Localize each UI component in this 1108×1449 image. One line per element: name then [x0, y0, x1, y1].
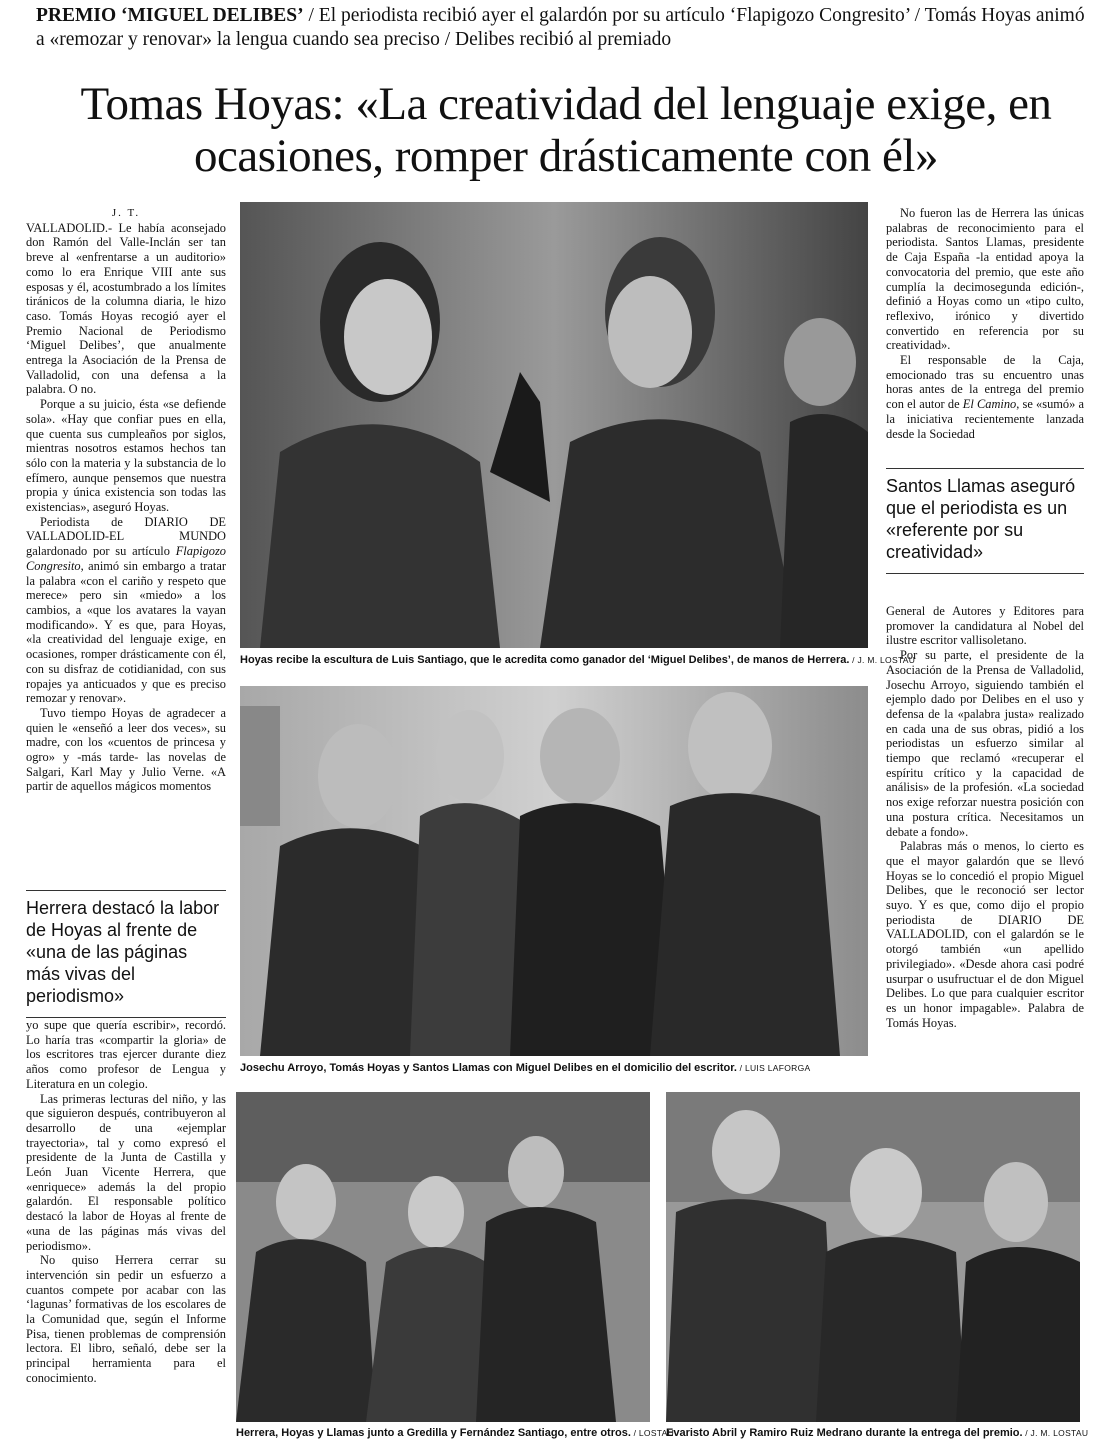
caption-text: Hoyas recibe la escultura de Luis Santiago, que le acredita como ganador del ‘Miguel Delibes’, de manos de Herrera.	[240, 654, 850, 666]
photo-delibes-home	[240, 686, 868, 1056]
photo-credit: / LOSTAU	[630, 1428, 675, 1438]
paragraph	[886, 353, 1084, 441]
paragraph: Porque a su juicio, ésta «se defiende sola». «Hay que confiar pues en ella, que cuenta sus cumpleaños por siglos, mientras nosotros estamos hechos tan sólo con la materia y la substancia de lo efímero, aunque pensemos que nuestra propia y única existencia son todas las existencias», aseguró Hoyas.	[26, 397, 226, 515]
photo-1-caption	[240, 654, 915, 667]
photo-credit: / J. M. LOSTAU	[849, 655, 916, 665]
paragraph-text: Periodista de DIARIO DE VALLADOLID-EL MUNDO galardonado por su artículo	[26, 514, 226, 559]
paragraph: Palabras más o menos, lo cierto es que el mayor galardón que se llevó Hoyas se lo concedió el propio Miguel Delibes, que le reconoció ser lector suyo. Y es que, como dijo el propio periodista de DIARIO DE VALLADOLID, con el galardón se le otorgó también «un apellido privilegiado». «Desde ahora casi podré usurpar o usufructuar el de don Miguel Delibes. Lo que para cualquier escritor es un honor impagable». Palabra de Tomás Hoyas.	[886, 839, 1084, 1030]
photo-ceremony-audience-image	[666, 1092, 1080, 1422]
paragraph: No quiso Herrera cerrar su intervención sin pedir un esfuerzo a cuantos compete por acabar con las ‘lagunas’ formativas de los escolares de la Comunidad que, según el Informe Pisa, tienen problemas de comprensión lectora. El libro, señaló, debe ser la principal herramienta para el conocimiento.	[26, 1253, 226, 1385]
kicker-text: / El periodista recibió ayer el galardón por su artículo ‘Flapigozo Congresito’ / Tomás Hoyas animó a «remozar y renovar» la lengua cuando sea preciso / Delibes recibió al premiado	[36, 5, 1085, 50]
paragraph-text: , se «sumó» a la iniciativa recientemente lanzada desde la Sociedad	[886, 397, 1084, 441]
column-3-top	[886, 206, 1084, 441]
photo-ceremony-audience	[666, 1092, 1080, 1422]
article-title: Flapigozo Congresito	[26, 544, 226, 573]
photo-3-caption	[236, 1427, 674, 1440]
paragraph: VALLADOLID.- Le había aconsejado don Ramón del Valle-Inclán ser tan breve al «enfrentarse a un auditorio» como lo era Enrique VIII ante sus esposas y él, acostumbrado a los límites tiránicos de la columna diaria, le hizo caso. Tomás Hoyas recogió ayer el Premio Nacional de Periodismo ‘Miguel Delibes’, que anualmente entrega la Asociación de la Prensa de Valladolid, con una defensa a la palabra. O no.	[26, 220, 226, 397]
paragraph: Por su parte, el presidente de la Asociación de la Prensa de Valladolid, Josechu Arroyo, siguiendo también el ejemplo dado por Delibes en el uso y defensa de la «palabra justa» realizado en cada una de sus obras, pidió a los periodistas un esfuerzo similar al tiempo que reclamó «recuperar el espíritu crítico y la capacidad de análisis» de la profesión. «La sociedad nos exige reforzar nuestra posición con una postura crítica. Necesitamos un debate a fondo».	[886, 648, 1084, 839]
byline: J. T.	[111, 207, 141, 219]
paragraph-text: , animó sin embargo a tratar la palabra «con el cariño y respeto que merece» pero sin «miedo» a los cambios, a «que los avatares la vayan modificando». Y es que, para Hoyas, «la creatividad del lenguaje exige, en ocasiones, romper drásticamente con él, con su disfraz de cotidianidad, con sus ropajes ya anticuados y que es preciso remozar y renovar».	[26, 558, 226, 706]
photo-4-caption	[666, 1427, 1088, 1440]
photo-award-handover	[240, 202, 868, 648]
photo-2-caption	[240, 1062, 810, 1075]
column-3-bottom	[886, 604, 1084, 1030]
kicker-label: PREMIO ‘MIGUEL DELIBES’	[36, 5, 304, 26]
kicker	[36, 4, 1096, 52]
caption-text: Evaristo Abril y Ramiro Ruiz Medrano durante la entrega del premio.	[666, 1427, 1023, 1439]
photo-award-handover-image	[240, 202, 868, 648]
paragraph-text: El responsable de la Caja, emocionado tras su encuentro unas horas antes de la entrega del premio con el autor de	[886, 353, 1084, 412]
paragraph	[26, 515, 226, 706]
book-title: El Camino	[962, 397, 1017, 412]
photo-guests-group-image	[236, 1092, 650, 1422]
photo-guests-group	[236, 1092, 650, 1422]
paragraph: Tuvo tiempo Hoyas de agradecer a quien le «enseñó a leer dos veces», su madre, con los «cuentos de princesa y ogro» y -más tarde- las novelas de Salgari, Karl May y Julio Verne. «A partir de aquellos mágicos momentos	[26, 705, 226, 794]
caption-text: Herrera, Hoyas y Llamas junto a Gredilla y Fernández Santiago, entre otros.	[236, 1427, 631, 1439]
column-1-top	[26, 206, 226, 794]
photo-delibes-home-image	[240, 686, 868, 1056]
paragraph: Las primeras lecturas del niño, y las que siguieron después, contribuyeron al desarrollo de una «ejemplar trayectoria», tal y como expresó el presidente de la Junta de Castilla y León Juan Vicente Herrera, que «enriquece» además la del propio galardón. El responsable político destacó la labor de Hoyas al frente de «una de las páginas más vivas del periodismo».	[26, 1091, 226, 1253]
caption-text: Josechu Arroyo, Tomás Hoyas y Santos Llamas con Miguel Delibes en el domicilio del escritor.	[240, 1062, 737, 1074]
paragraph: yo supe que quería escribir», recordó. Lo haría tras «compartir la gloria» de los escritores tras ejercer durante diez años como profesor de Lengua y Literatura en un colegio.	[26, 1018, 226, 1091]
photo-credit: / J. M. LOSTAU	[1022, 1428, 1089, 1438]
pull-quote-herrera: Herrera destacó la labor de Hoyas al frente de «una de las páginas más vivas del periodismo»	[26, 890, 226, 1018]
paragraph: No fueron las de Herrera las únicas palabras de reconocimiento para el periodista. Santos Llamas, presidente de Caja España -la entidad apoya la convocatoria del premio, que este año cumplía la decimosegunda edición-, definió a Hoyas como un «tipo culto, reflexivo, irónico y divertido convertido en referencia por su creatividad».	[886, 206, 1084, 353]
pull-quote-llamas: Santos Llamas aseguró que el periodista es un «referente por su creatividad»	[886, 468, 1084, 574]
photo-credit: / LUIS LAFORGA	[736, 1063, 811, 1073]
column-1-bottom	[26, 1018, 226, 1386]
paragraph: General de Autores y Editores para promover la candidatura al Nobel del ilustre escritor vallisoletano.	[886, 604, 1084, 648]
headline: Tomas Hoyas: «La creatividad del lenguaje exige, en ocasiones, romper drásticamente con él»	[80, 78, 1052, 182]
